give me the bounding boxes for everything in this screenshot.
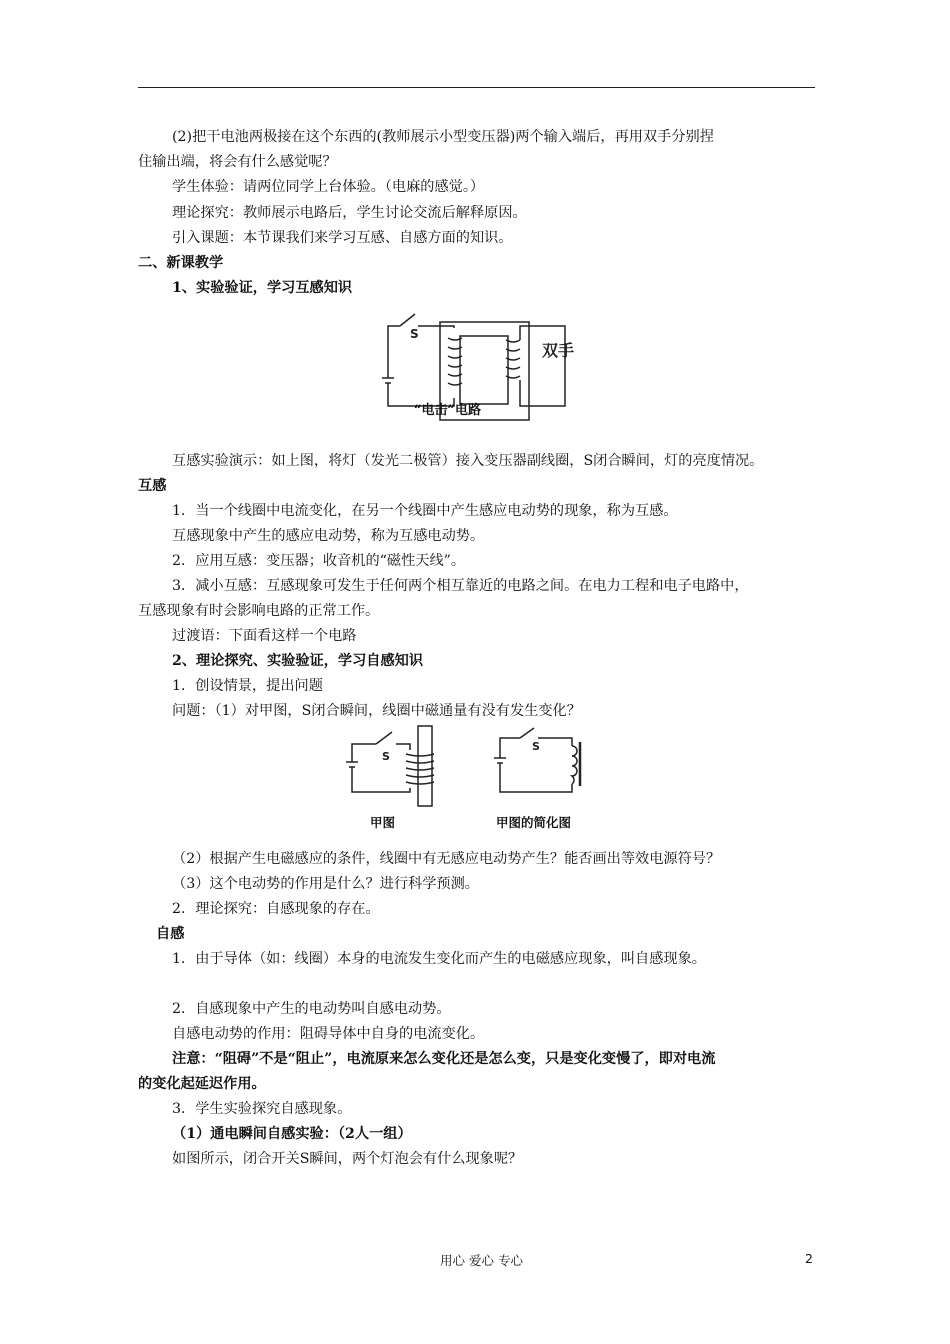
mutual-item-2: 2．应用互感：变压器；收音机的“磁性天线”。 [172,553,466,569]
theory-exploration: 2．理论探究：自感现象的存在。 [172,901,380,917]
note-text-cont: 的变化起延迟作用。 [138,1076,266,1092]
hands-label: 双手 [542,341,575,360]
self-emf-effect: 自感电动势的作用：阻碍导体中自身的电流变化。 [172,1026,485,1042]
caption-jia: 甲图 [370,815,396,830]
switch-label-jia: S [382,750,390,763]
header-rule [138,87,815,88]
switch-label-s: S [410,327,419,341]
figure-jia [340,722,450,812]
subsection-heading-2: 2、理论探究、实验验证，学习自感知识 [172,653,424,669]
question-setup: 1．创设情景，提出问题 [172,678,323,694]
paragraph-student-experience: 学生体验：请两位同学上台体验。（电麻的感觉。） [172,179,485,195]
experiment-question: 如图所示，闭合开关S瞬间，两个灯泡会有什么现象呢？ [172,1151,523,1167]
paragraph-question-2-cont: 住输出端，将会有什么感觉呢？ [138,154,337,170]
figure-caption-shock: “电击”电路 [414,403,481,418]
mutual-item-3-cont: 互感现象有时会影响电路的正常工作。 [138,603,380,619]
transition-text: 过渡语：下面看这样一个电路 [172,628,357,644]
heading-self-induction: 自感 [156,926,185,942]
mutual-emf: 互感现象中产生的感应电动势，称为互感电动势。 [172,528,485,544]
footer-motto: 用心 爱心 专心 [440,1253,523,1268]
mutual-item-1: 1．当一个线圈中电流变化，在另一个线圈中产生感应电动势的现象，称为互感。 [172,503,678,519]
paragraph-intro: 引入课题：本节课我们来学习互感、自感方面的知识。 [172,230,513,246]
subsection-heading-1: 1、实验验证，学习互感知识 [172,280,353,296]
jia-diagram [340,722,450,812]
heading-mutual-induction: 互感 [138,478,167,494]
note-text: 注意：“阻碍”不是“阻止”，电流原来怎么变化还是怎么变，只是变化变慢了，即对电流 [172,1051,716,1067]
paragraph-mutual-demo: 互感实验演示：如上图，将灯（发光二极管）接入变压器副线圈，S闭合瞬间，灯的亮度情况。 [172,453,764,469]
question-3: （3）这个电动势的作用是什么？进行科学预测。 [172,876,479,892]
paragraph-theory: 理论探究：教师展示电路后，学生讨论交流后解释原因。 [172,205,527,221]
self-item-2: 2．自感现象中产生的电动势叫自感电动势。 [172,1001,451,1017]
question-2: （2）根据产生电磁感应的条件，线圈中有无感应电动势产生？能否画出等效电源符号？ [172,851,721,867]
self-item-3: 3．学生实验探究自感现象。 [172,1101,352,1117]
experiment-heading: （1）通电瞬间自感实验：（2人一组） [172,1126,412,1142]
question-1: 问题：（1）对甲图，S闭合瞬间，线圈中磁通量有没有发生变化？ [172,703,581,719]
section-heading: 二、新课教学 [138,255,224,271]
figure-jia-simplified [490,722,590,812]
mutual-item-3: 3．减小互感：互感现象可发生于任何两个相互靠近的电路之间。在电力工程和电子电路中， [172,578,749,594]
switch-label-simplified: S [532,740,540,753]
paragraph-question-2: (2)把干电池两极接在这个东西的(教师展示小型变压器)两个输入端后，再用双手分别捏 [172,129,714,145]
page-number: 2 [805,1251,813,1266]
jia-simplified-diagram [490,722,590,812]
self-item-1: 1．由于导体（如：线圈）本身的电流发生变化而产生的电磁感应现象，叫自感现象。 [172,951,706,967]
caption-jia-simplified: 甲图的简化图 [496,815,572,830]
